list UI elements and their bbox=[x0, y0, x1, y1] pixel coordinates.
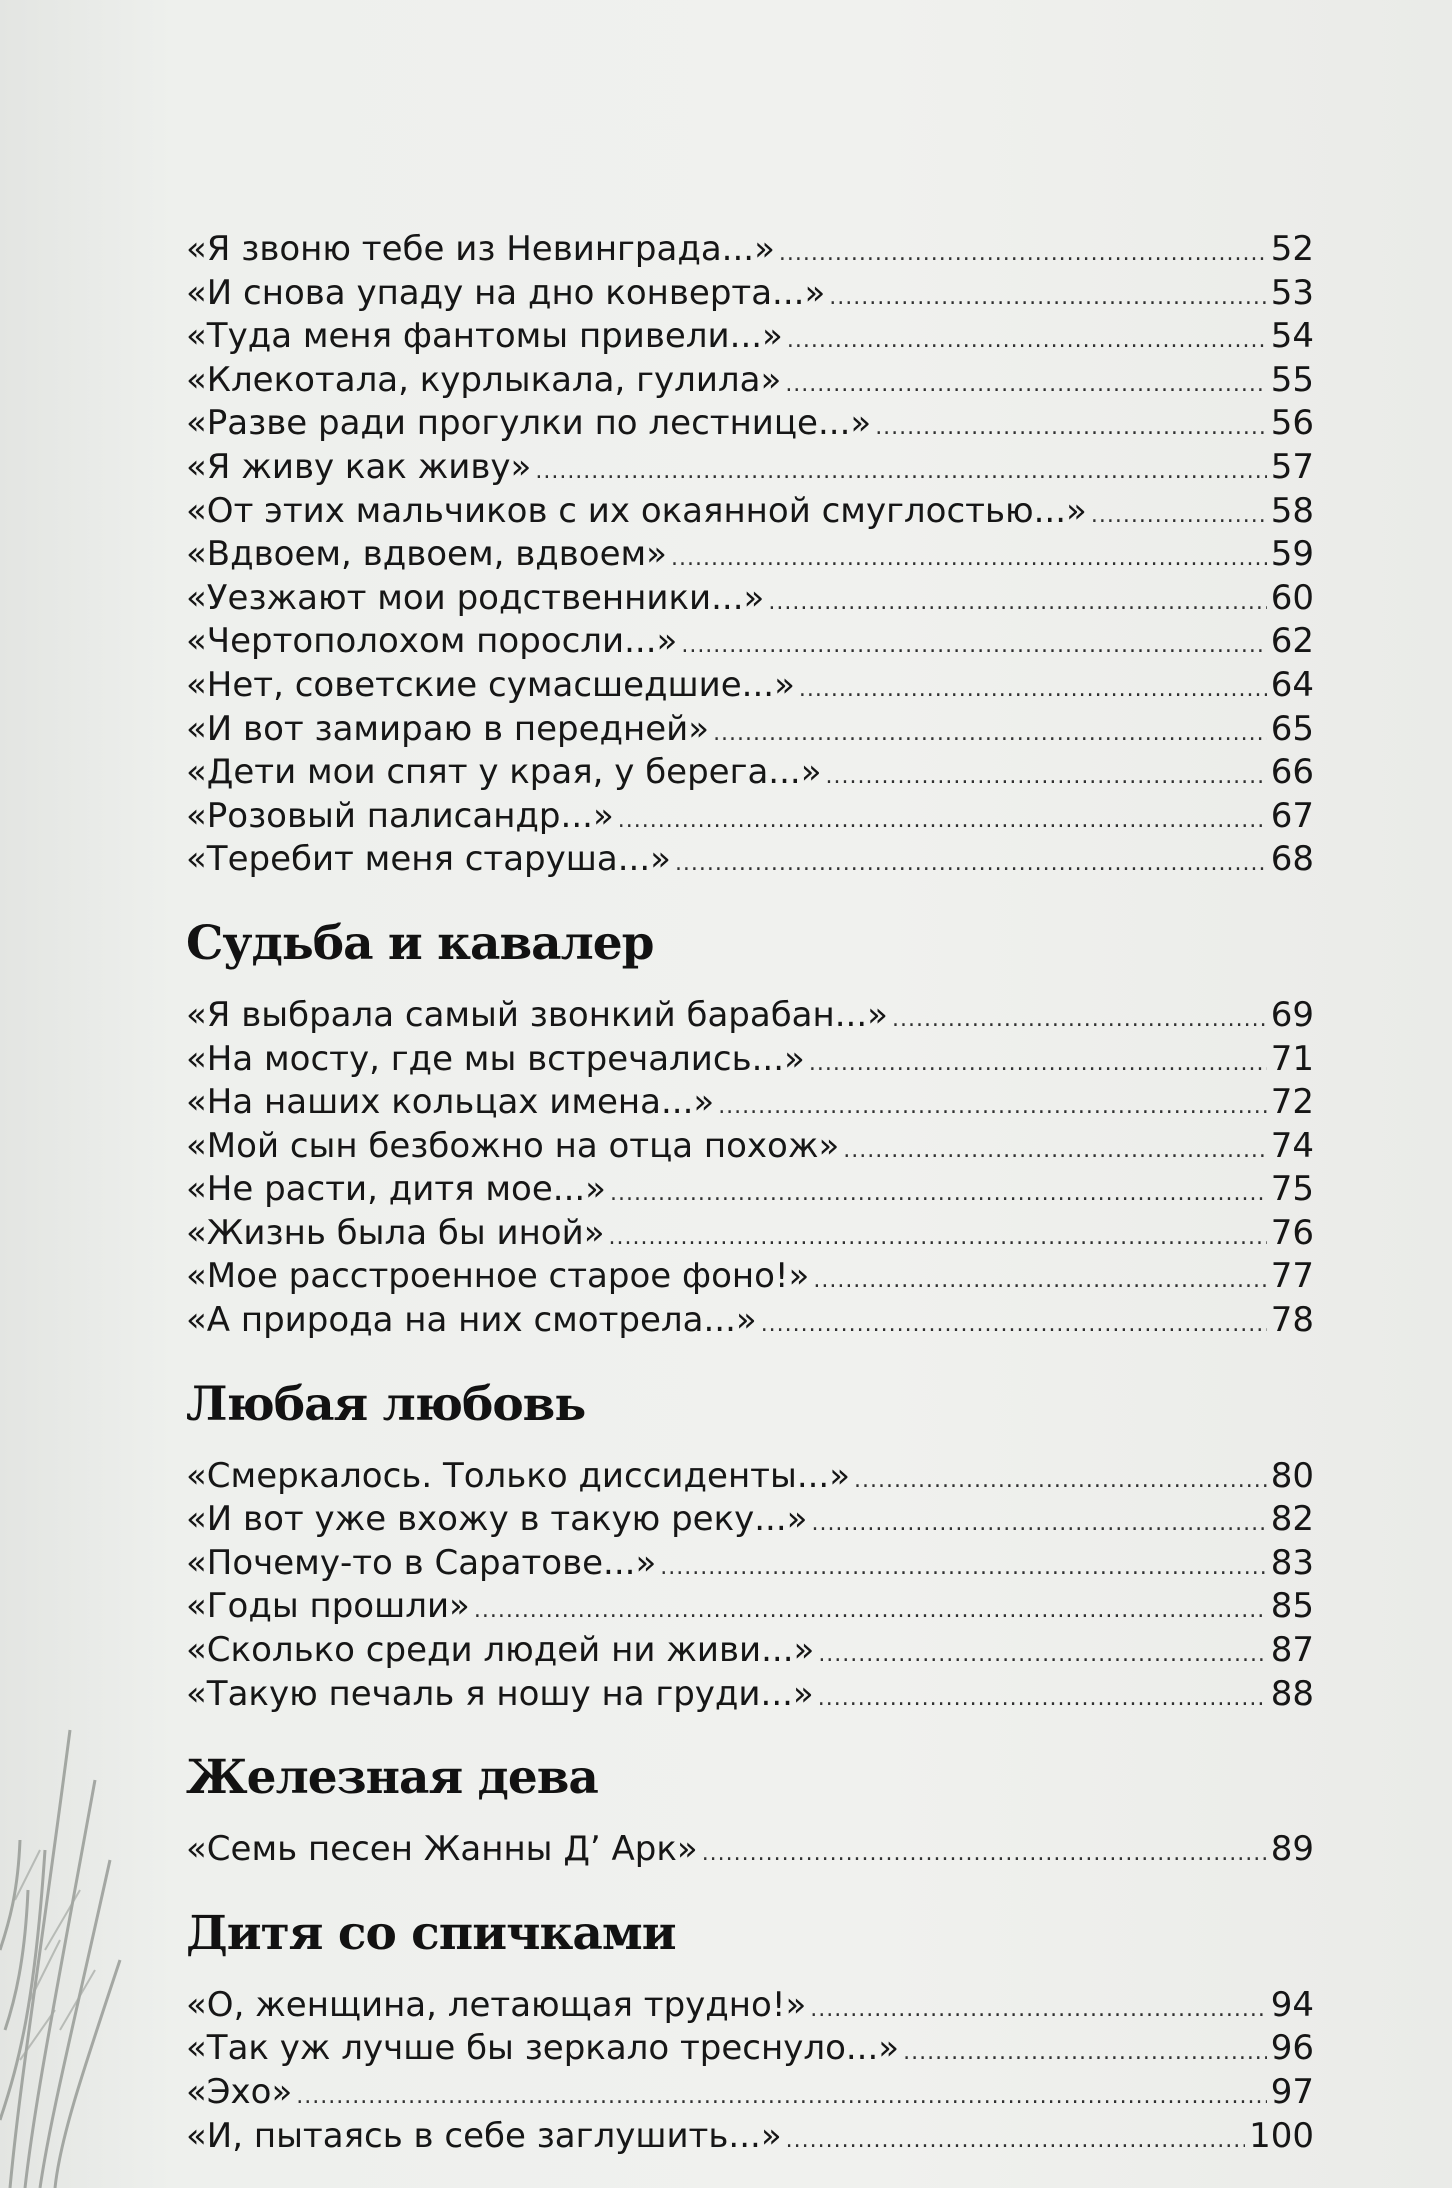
dot-leader bbox=[761, 1303, 1267, 1347]
dot-leader bbox=[296, 2075, 1266, 2119]
dot-leader bbox=[818, 1677, 1267, 1721]
dot-leader bbox=[826, 755, 1267, 799]
toc-entry bbox=[186, 1081, 1314, 1125]
toc-entry-title: «Не расти, дитя мое...» bbox=[186, 1169, 606, 1210]
toc-entry-title: «Нет, советские сумасшедшие...» bbox=[186, 664, 795, 705]
toc-entry-page: 60 bbox=[1270, 577, 1314, 618]
toc-entry bbox=[186, 446, 1314, 490]
toc-entry bbox=[186, 751, 1314, 795]
toc-entry bbox=[186, 1828, 1314, 1872]
toc-entry-title: «О, женщина, летающая трудно!» bbox=[186, 1984, 807, 2025]
toc-entry-title: «И снова упаду на дно конверта...» bbox=[186, 272, 826, 313]
section-title: Железная дева bbox=[186, 1750, 598, 1806]
toc-entry bbox=[186, 1498, 1314, 1542]
toc-entry-title: «Мой сын безбожно на отца похож» bbox=[186, 1125, 840, 1166]
toc-entry bbox=[186, 708, 1314, 752]
toc-entry-page: 80 bbox=[1270, 1455, 1314, 1496]
dot-leader bbox=[785, 363, 1266, 407]
toc-entry-title: «Клекотала, курлыкала, гулила» bbox=[186, 359, 782, 400]
toc-entry-title: «Я выбрала самый звонкий барабан...» bbox=[186, 994, 888, 1035]
toc-entry-title: «Я живу как живу» bbox=[186, 446, 532, 487]
toc-entry bbox=[186, 1212, 1314, 1256]
toc-entry-page: 67 bbox=[1270, 795, 1314, 836]
dot-leader bbox=[768, 581, 1266, 625]
dot-leader bbox=[610, 1172, 1267, 1216]
dot-leader bbox=[702, 1832, 1267, 1876]
toc-entry bbox=[186, 1038, 1314, 1082]
section-title: Любая любовь bbox=[186, 1376, 586, 1432]
toc-entry-title: «Эхо» bbox=[186, 2072, 293, 2112]
toc-entry-page: 56 bbox=[1270, 403, 1314, 444]
dot-leader bbox=[813, 1259, 1266, 1303]
toc-entry-title: «Почему-то в Саратове...» bbox=[186, 1542, 657, 1583]
toc-entry-title: «Сколько среди людей ни живи...» bbox=[186, 1630, 815, 1671]
dot-leader bbox=[535, 450, 1266, 494]
toc-entry bbox=[186, 1455, 1314, 1499]
toc-entry-title: «И вот замираю в передней» bbox=[186, 708, 710, 749]
dot-leader bbox=[779, 232, 1267, 276]
toc-entry-page: 62 bbox=[1270, 621, 1314, 662]
toc-entry bbox=[186, 2115, 1314, 2159]
toc-entry bbox=[186, 1984, 1314, 2028]
toc-entry bbox=[186, 1585, 1314, 1629]
toc-entry bbox=[186, 1542, 1314, 1586]
toc-entry bbox=[186, 490, 1314, 534]
toc-entry-title: «Розовый палисандр...» bbox=[186, 795, 614, 836]
dot-leader bbox=[810, 1988, 1266, 2032]
toc-entry bbox=[186, 2071, 1314, 2115]
dot-leader bbox=[1091, 494, 1267, 538]
toc-entry-title: «Дети мои спят у края, у берега...» bbox=[186, 752, 822, 793]
toc-entry-page: 77 bbox=[1270, 1256, 1314, 1297]
toc-entry-title: «Смеркалось. Только диссиденты...» bbox=[186, 1455, 851, 1496]
toc-entry-page: 94 bbox=[1270, 1984, 1314, 2025]
toc-entry bbox=[186, 315, 1314, 359]
toc-entry-page: 64 bbox=[1270, 664, 1314, 705]
toc-entry bbox=[186, 1299, 1314, 1343]
toc-entry-title: «Разве ради прогулки по лестнице...» bbox=[186, 403, 872, 444]
toc-entry-page: 88 bbox=[1270, 1673, 1314, 1714]
toc-entry-title: «Годы прошли» bbox=[186, 1586, 470, 1627]
toc-entry-page: 100 bbox=[1249, 2115, 1314, 2156]
dot-leader bbox=[671, 537, 1267, 581]
toc-entry-title: «Вдвоем, вдвоем, вдвоем» bbox=[186, 534, 667, 575]
dot-leader bbox=[903, 2031, 1267, 2075]
toc-entry bbox=[186, 533, 1314, 577]
dot-leader bbox=[829, 276, 1266, 320]
dot-leader bbox=[660, 1546, 1266, 1590]
toc-entry-page: 57 bbox=[1270, 446, 1314, 487]
dot-leader bbox=[786, 2119, 1245, 2163]
dot-leader bbox=[875, 406, 1267, 450]
grass-illustration bbox=[0, 1700, 140, 2188]
toc-entry-title: «На мосту, где мы встречались...» bbox=[186, 1038, 805, 1079]
toc-entry-page: 69 bbox=[1270, 994, 1314, 1035]
dot-leader bbox=[474, 1589, 1267, 1633]
toc-entry-page: 55 bbox=[1270, 359, 1314, 400]
toc-entry bbox=[186, 2027, 1314, 2071]
toc-entry-page: 65 bbox=[1270, 708, 1314, 749]
toc-entry-title: «Уезжают мои родственники...» bbox=[186, 577, 765, 618]
toc-entry-page: 87 bbox=[1270, 1630, 1314, 1671]
toc-entry-page: 96 bbox=[1270, 2028, 1314, 2069]
toc-entry-page: 75 bbox=[1270, 1169, 1314, 1210]
dot-leader bbox=[809, 1042, 1267, 1086]
toc-entry-page: 72 bbox=[1270, 1082, 1314, 1123]
toc-entry-title: «На наших кольцах имена...» bbox=[186, 1082, 715, 1123]
toc-entry bbox=[186, 1629, 1314, 1673]
toc-entry bbox=[186, 838, 1314, 882]
section-title: Дитя со спичками bbox=[186, 1905, 676, 1961]
toc-entry-page: 83 bbox=[1270, 1542, 1314, 1583]
toc-entry-page: 53 bbox=[1270, 272, 1314, 313]
toc-entry bbox=[186, 1255, 1314, 1299]
dot-leader bbox=[892, 998, 1267, 1042]
dot-leader bbox=[713, 712, 1267, 756]
toc-entry bbox=[186, 664, 1314, 708]
toc-entry-title: «Так уж лучше бы зеркало треснуло...» bbox=[186, 2028, 900, 2069]
dot-leader bbox=[787, 319, 1267, 363]
toc-entry-title: «Туда меня фантомы привели...» bbox=[186, 316, 783, 357]
toc-entry bbox=[186, 359, 1314, 403]
toc-entry-title: «И, пытаясь в себе заглушить...» bbox=[186, 2115, 782, 2156]
dot-leader bbox=[609, 1216, 1267, 1260]
toc-entry-page: 89 bbox=[1270, 1829, 1314, 1870]
toc-entry-title: «Мое расстроенное старое фоно!» bbox=[186, 1256, 810, 1297]
toc-entry bbox=[186, 1673, 1314, 1717]
dot-leader bbox=[799, 668, 1267, 712]
toc-entry-title: «От этих мальчиков с их окаянной смуглостью...» bbox=[186, 490, 1087, 531]
toc-entry-title: «А природа на них смотрела...» bbox=[186, 1300, 757, 1341]
dot-leader bbox=[818, 1633, 1266, 1677]
toc-entry-page: 58 bbox=[1270, 490, 1314, 531]
toc-entry-page: 74 bbox=[1270, 1125, 1314, 1166]
section-title: Судьба и кавалер bbox=[186, 915, 654, 971]
toc-entry bbox=[186, 994, 1314, 1038]
toc-entry bbox=[186, 402, 1314, 446]
toc-entry bbox=[186, 272, 1314, 316]
toc-entry-page: 97 bbox=[1270, 2072, 1314, 2112]
table-of-contents bbox=[186, 228, 1314, 2180]
toc-entry-page: 82 bbox=[1270, 1499, 1314, 1540]
toc-entry-page: 52 bbox=[1270, 229, 1314, 269]
toc-entry-title: «Жизнь была бы иной» bbox=[186, 1212, 605, 1253]
toc-entry bbox=[186, 228, 1314, 272]
toc-entry-page: 66 bbox=[1270, 752, 1314, 793]
toc-entry-title: «Семь песен Жанны Д’ Арк» bbox=[186, 1829, 698, 1870]
toc-entry bbox=[186, 1125, 1314, 1169]
toc-entry bbox=[186, 577, 1314, 621]
toc-entry bbox=[186, 620, 1314, 664]
toc-entry-page: 78 bbox=[1270, 1300, 1314, 1341]
toc-entry-title: «Такую печаль я ношу на груди...» bbox=[186, 1673, 814, 1714]
toc-entry-page: 59 bbox=[1270, 534, 1314, 575]
dot-leader bbox=[681, 624, 1266, 668]
toc-entry-title: «И вот уже вхожу в такую реку...» bbox=[186, 1499, 808, 1540]
toc-entry-page: 85 bbox=[1270, 1586, 1314, 1627]
toc-entry bbox=[186, 1168, 1314, 1212]
toc-entry-title: «Я звоню тебе из Невинграда...» bbox=[186, 229, 775, 269]
toc-entry-page: 76 bbox=[1270, 1212, 1314, 1253]
toc-entry-title: «Теребит меня старуша...» bbox=[186, 839, 671, 880]
toc-entry-title: «Чертополохом поросли...» bbox=[186, 621, 678, 662]
dot-leader bbox=[718, 1085, 1267, 1129]
toc-entry-page: 68 bbox=[1270, 839, 1314, 880]
toc-entry-page: 71 bbox=[1270, 1038, 1314, 1079]
dot-leader bbox=[843, 1129, 1266, 1173]
toc-entry bbox=[186, 795, 1314, 839]
dot-leader bbox=[618, 799, 1267, 843]
toc-entry-page: 54 bbox=[1270, 316, 1314, 357]
dot-leader bbox=[811, 1502, 1266, 1546]
dot-leader bbox=[675, 842, 1267, 886]
dot-leader bbox=[854, 1459, 1267, 1503]
